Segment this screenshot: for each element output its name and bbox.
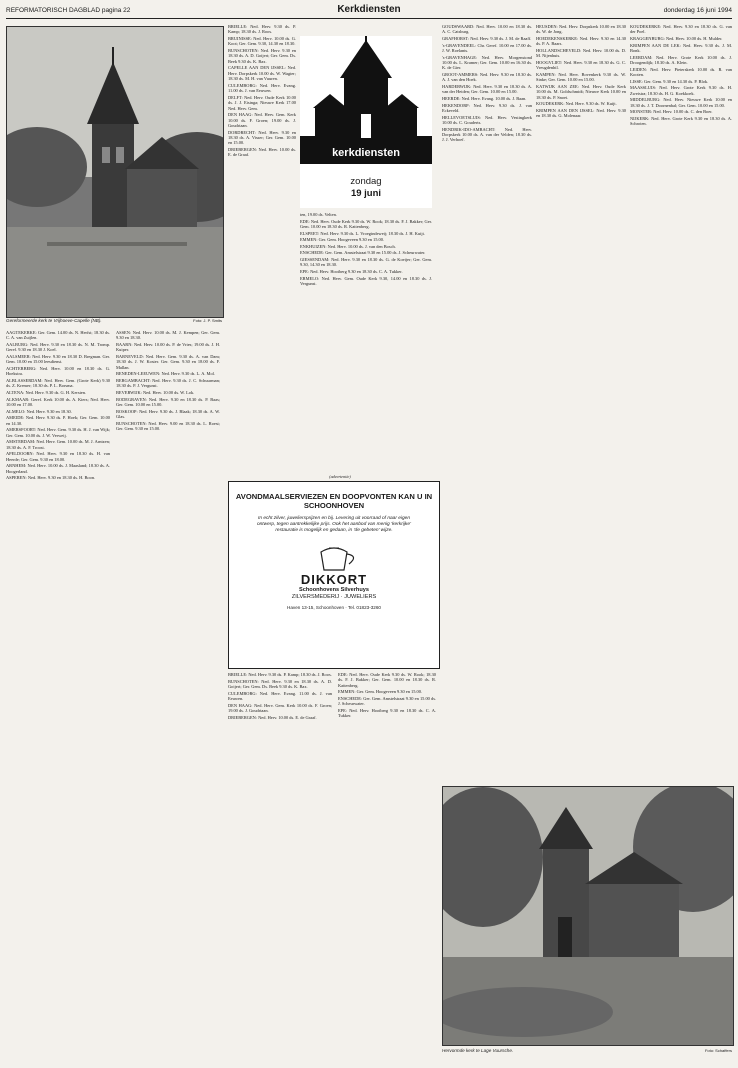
masthead-section-title: Kerkdiensten <box>337 4 401 15</box>
listing-entry: APELDOORN: Ned. Herv. 9.30 en 18.30 ds. H. van Heerde; Ger. Gem. 9.30 en 18.00. <box>6 451 110 462</box>
listing-entry: ENSCHEDE: Ger. Gem. Amstelstraat 9.30 en 15.00 ds. J. Scheurwater. <box>338 696 436 707</box>
masthead <box>6 4 732 19</box>
masthead-date: donderdag 16 juni 1994 <box>663 7 732 14</box>
listing-entry: CAPELLE AAN DEN IJSSEL: Ned. Herv. Dorpskerk 10.00 ds. W. Wagter; 18.30 ds. M. H. van Vuuren. <box>228 65 296 82</box>
column-4 <box>442 24 532 604</box>
ad-brand: DIKKORT <box>300 572 368 587</box>
listing-entry: BRUINISSE: Ned. Herv. 10.00 ds. G. Koot; Ger. Gem. 9.30, 14.30 en 18.30. <box>228 36 296 47</box>
listing-entry: BRIELLE: Ned. Herv. 9.30 ds. P. Kamp; 18.30 ds. J. Roos. <box>228 24 296 35</box>
listing-entry: ALMELO: Ned. Herv. 9.30 en 18.30. <box>6 408 72 414</box>
listing-entry: AMEIDE: Ned. Herv. 9.30 ds. P. Hoek; Ger. Gem. 10.00 en 14.30. <box>6 415 110 426</box>
listing-entry: ASPEREN: Ned. Herv. 9.30 en 18.30 ds. H. Boon. <box>6 475 96 481</box>
listing-entry: HOOGVLIET: Ned. Herv. 9.30 en 18.30 ds. G. C. Vreugdenhil. <box>536 60 626 71</box>
silver-jug-icon <box>289 542 379 572</box>
column-4b <box>536 24 626 604</box>
listing-entry: DORDRECHT: Ned. Herv. 9.30 en 18.30 ds. A. Visser; Ger. Gem. 10.00 en 15.00. <box>228 129 296 146</box>
feature-title: kerkdiensten <box>332 147 400 159</box>
listing-entry: EDE: Ned. Herv. Oude Kerk 9.30 ds. W. Rook; 18.30 ds. F. J. Bakker; Ger. Gem. 10.00 en 18.30 ds. R. Kattenberg. <box>300 218 432 229</box>
listing-entry: EMMEN: Ger. Gem. Hoogeveen 9.30 en 15.00. <box>300 237 385 243</box>
listing-entry: KRIMPEN AAN DE LEK: Ned. Herv. 9.30 ds. J. M. Bonk. <box>630 42 732 53</box>
listing-entry: AALBURG: Ned. Herv. 9.30 en 18.30 ds. N. M. Tromp. Geref. 9.30 en 18.30 J. Koel. <box>6 342 110 353</box>
listing-entry: BERGAMBACHT: Ned. Herv. 9.30 ds. J. C. Schuurman; 18.30 ds. P. J. Vergunst. <box>116 378 220 389</box>
church-photo-vrijhoeve <box>6 26 224 318</box>
listing-entry: HOLLANDSCHEVELD: Ned. Herv. 10.00 ds. D. M. Nijenhuis. <box>536 48 626 59</box>
listing-entry: BARNEVELD: Ned. Herv. Gem. 9.30 ds. A. van Dam; 18.30 ds. J. W. Koster. Ger. Gem. 9.30 en 18.00 ds. F. Mallan. <box>116 354 220 370</box>
listing-entry: DELFT: Ned. Herv. Oude Kerk 10.00 ds. J. J. Eisinga; Nieuwe Kerk 17.00 Ned. Herv. Gem. <box>228 94 296 111</box>
kerkdiensten-feature <box>300 36 432 208</box>
listing-entry: GIESSENDAM: Ned. Herv. 9.30 en 18.30 ds. G. de Koeijer; Ger. Gem. 9.30, 14.30 en 18.30. <box>300 256 432 268</box>
church-illustration-2 <box>443 787 733 1045</box>
listing-entry: EMMEN: Ger. Gem. Hoogeveen 9.30 en 15.00. <box>338 689 423 695</box>
ad-address: Haven 13-15, Schoonhoven · Tel. 01823-3260 <box>287 605 381 610</box>
listing-entry: EPE: Ned. Herv. Hooiberg 9.30 en 18.30 ds. C. A. Tukker. <box>338 708 436 719</box>
listing-entry: HENDRIK-IDO-AMBACHT: Ned. Herv. Dorpskerk 10.00 ds. A. van der Velden; 18.30 ds. J. J. Verhoef. <box>442 126 532 143</box>
listing-entry: BAARN: Ned. Herv. 10.00 ds. P. de Vries; 19.00 ds. J. H. Kuiper. <box>116 342 220 353</box>
listing-entry: LEIDEN: Ned. Herv. Pieterskerk 10.00 ds. R. van Kooten. <box>630 66 732 77</box>
listing-entry: BUNSCHOTEN: Ned. Herv. 9.30 en 18.30 ds. A. D. Goijert; Ger. Gem. Ds. Beek 9.30 ds. K. Bax. <box>228 678 332 689</box>
listing-entry: ten, 19.00 ds. Velten. <box>300 212 337 217</box>
listing-entry: BOSKOOP: Ned. Herv. 9.30 ds. J. Blaak; 18.30 ds. A. W. Glas. <box>116 408 220 419</box>
listing-entry: 's-GRAVENDEEL: Chr. Geref. 10.00 en 17.00 ds. J. W. Roelants. <box>442 42 532 53</box>
advertisement-label: (advertentie) <box>329 474 351 479</box>
listing-entry: ACHTERBERG: Ned. Herv. 10.00 en 18.30 ds. G. Hoekstra. <box>6 366 110 377</box>
column-3d <box>338 672 436 1060</box>
church-illustration <box>7 27 223 317</box>
listing-entry: ELSPEET: Ned. Herv. 9.30 ds. L. Vroegindeweij; 18.30 ds. J. H. Kuijt. <box>300 230 425 236</box>
listing-entry: HEUSDEN: Ned. Herv. Dorpskerk 10.00 en 18.30 ds. W. de Jong. <box>536 24 626 35</box>
listing-entry: DEN HAAG: Ned. Herv. Gem. Kerk 10.00 ds. F. Groen; 19.00 ds. J. Goudriaan. <box>228 112 296 129</box>
church-photo-lage-vuursche <box>442 786 734 1046</box>
listing-entry: ARNHEM: Ned. Herv. 10.00 ds. J. Maasland; 18.30 ds. A. Hoogerland. <box>6 463 110 474</box>
listing-entry: BEVERWIJK: Ned. Herv. 10.00 ds. W. Lok. <box>116 390 195 395</box>
listing-entry: LISSE: Ger. Gem. 9.30 en 14.30 ds. P. Blok. <box>630 78 709 84</box>
photo2-caption-text: Hervormde kerk te Lage Vuursche. <box>442 1048 514 1053</box>
photo1-caption-text: Gereformeerde kerk te Vrijhoeve-Capelle (NB). <box>6 318 102 323</box>
listing-entry: 's-GRAVENHAGE: Ned. Herv. Morgenstond 10.00 ds. L. Kramer; Ger. Gem. 10.00 en 16.30 ds. K. de Gier. <box>442 54 532 71</box>
column-2 <box>116 330 220 1060</box>
listing-entry: HEERDE: Ned. Herv. Evang. 10.00 ds. J. Baan. <box>442 96 527 101</box>
listing-entry: ENSCHEDE: Ger. Gem. Amstelstraat 9.30 en 15.00 ds. J. Scheurwater. <box>300 250 426 256</box>
listing-entry: HEKENDORP: Ned. Herv. 9.30 ds. J. van Eckeveld. <box>442 102 532 113</box>
column-3 <box>228 24 296 464</box>
listing-entry: AMERSFOORT: Ned. Herv. Gem. 9.30 ds. H. J. van Wijk; Ger. Gem. 10.00 ds. J. W. Verweij. <box>6 427 110 438</box>
listing-entry: AMSTERDAM: Ned. Herv. Gem. 10.00 ds. M. J. Arntzen; 18.30 ds. A. F. Troost. <box>6 439 110 450</box>
listing-entry: ALTENA: Ned. Herv. 9.30 ds. G. H. Kersten. <box>6 390 87 395</box>
listing-entry: MONSTER: Ned. Herv. 10.00 ds. C. den Boer. <box>630 109 713 115</box>
listing-entry: BENEDEN-LEEUWEN: Ned. Herv. 9.30 ds. L. A. Mol. <box>116 371 215 377</box>
listing-entry: ASSEN: Ned. Herv. 10.00 ds. M. J. Kempen; Ger. Gem. 9.30 en 18.30. <box>116 330 220 341</box>
listing-entry: BUNSCHOTEN: Ned. Herv. 9.30 en 18.30 ds. A. D. Goijert; Ger. Gem. Ds. Beek 9.30 ds. K. Bax. <box>228 48 296 64</box>
listing-entry: EDE: Ned. Herv. Oude Kerk 9.30 ds. W. Rook; 18.30 ds. F. J. Bakker; Ger. Gem. 10.00 en 18.30 ds. R. Kattenberg. <box>338 672 436 688</box>
listing-entry: AAGTEKERKE: Ger. Gem. 14.00 ds. N. Herfst; 18.30 ds. C. A. van Zuijlen. <box>6 330 110 341</box>
column-3b <box>300 212 432 468</box>
ad-logo <box>289 542 379 572</box>
listing-entry: KATWIJK AAN ZEE: Ned. Herv. Oude Kerk 10.00 ds. M. Goldschmidt; Nieuwe Kerk 10.00 en 18.30 ds. P. Snoei. <box>536 84 626 100</box>
listing-entry: BUNSCHOTEN: Ned. Herv. 9.00 en 18.30 ds. L. Roest; Ger. Gem. 9.30 en 15.00. <box>116 420 220 431</box>
masthead-paper: REFORMATORISCH DAGBLAD pagina 22 <box>6 7 131 14</box>
listing-entry: CULEMBORG: Ned. Herv. Evang. 11.00 ds. J. van Eeuwen. <box>228 690 332 701</box>
listing-entry: HARDERWIJK: Ned. Herv. 9.30 en 18.30 ds. A. van der Heiden; Ger. Gem. 10.00 en 15.00. <box>442 84 532 95</box>
listing-entry: ALBLASSERDAM: Ned. Herv. Gem. (Grote Kerk) 9.30 ds. Z. Kremer; 18.30 ds. P. L. Borsma. <box>6 378 110 389</box>
ad-subtitle-2: ZILVERSMEDERIJ · JUWELIERS <box>291 594 377 600</box>
listing-entry: ERMELO: Ned. Herv. Gem. Oude Kerk 9.30, 14.00 en 18.30 ds. J. Vergunst. <box>300 275 432 286</box>
listing-entry: DRIEBERGEN: Ned. Herv. 10.00 ds. E. de Graaf. <box>228 147 296 158</box>
listing-entry: ALKMAAR: Geref. Kerk 10.00 ds. A. Kiers; Ned. Herv. 10.00 en 17.00. <box>6 396 110 407</box>
listing-entry: KOUDEKERK: Ned. Herv. 9.30 ds. W. Kuijt. <box>536 101 617 107</box>
listing-entry: NIJKERK: Ned. Herv. Grote Kerk 9.30 en 18.30 ds. A. Schroten. <box>630 115 732 127</box>
feature-date: 19 juni <box>350 188 382 199</box>
listing-entry: BODEGRAVEN: Ned. Herv. 9.30 en 18.30 ds. P. Baas; Ger. Gem. 10.00 en 15.00. <box>116 396 220 407</box>
advertisement-box <box>228 481 440 669</box>
photo1-credit: Foto: J. P. Smits <box>193 318 222 323</box>
listing-entry: GOUDSWAARD: Ned. Herv. 10.00 en 18.30 ds. A. C. Catsburg. <box>442 24 532 35</box>
listing-entry: HOEDEKENSKERKE: Ned. Herv. 9.30 en 14.30 ds. P. A. Baars. <box>536 36 626 47</box>
listing-entry: KRIMPEN AAN DEN IJSSEL: Ned. Herv. 9.30 en 18.30 ds. G. Molenaar. <box>536 108 626 119</box>
listing-entry: KOUDEKERKE: Ned. Herv. 9.30 en 18.30 ds. G. van der Poel. <box>630 24 732 35</box>
photo2-caption <box>442 1048 732 1054</box>
listing-entry: HELLEVOETSLUIS: Ned. Herv. Vestingkerk 10.00 ds. C. Gouderts. <box>442 114 532 125</box>
listing-entry: AALSMEER: Ned. Herv. 9.30 en 18.30 D. Bregman. Ger. Gem. 10.00 en 15.00 leesdienst. <box>6 354 110 365</box>
column-3c <box>228 672 332 1060</box>
listing-entry: DEN HAAG: Ned. Herv. Gem. Kerk 10.00 ds. F. Groen; 19.00 ds. J. Goudriaan. <box>228 702 332 713</box>
feature-day: zondag <box>350 176 382 187</box>
listing-entry: ENKHUIZEN: Ned. Herv. 10.00 ds. J. van den Bosch. <box>300 243 396 249</box>
listing-entry: BRIELLE: Ned. Herv. 9.30 ds. P. Kamp; 18.30 ds. J. Roos. <box>228 672 332 677</box>
photo2-credit: Foto: Schaffers <box>704 1048 732 1053</box>
ad-headline: AVONDMAALSERVIEZEN EN DOOPVONTEN KAN U IN SCHOONHOVEN <box>235 492 433 510</box>
listing-entry: KAMPEN: Ned. Herv. Bovenkerk 9.30 ds. W. Sinke; Ger. Gem. 10.00 en 15.00. <box>536 72 626 83</box>
listing-entry: CULEMBORG: Ned. Herv. Evang. 11.00 ds. J. van Eeuwen. <box>228 82 296 94</box>
listing-entry: EPE: Ned. Herv. Hooiberg 9.30 en 18.30 ds. C. A. Tukker. <box>300 268 403 274</box>
listing-entry: LEERDAM: Ned. Herv. Grote Kerk 10.00 ds. J. Droogendijk; 18.30 ds. A. Klein. <box>630 54 732 65</box>
listing-entry: MAASSLUIS: Ned. Herv. Grote Kerk 9.30 ds. H. Zweistra; 18.30 ds. H. G. Koekkoek. <box>630 85 732 96</box>
column-1 <box>6 330 110 1060</box>
photo1-caption <box>6 318 222 324</box>
ad-subtitle: Schoonhovens Silverhuys <box>299 587 369 593</box>
listing-entry: KRAGGENBURG: Ned. Herv. 10.00 ds. H. Mulder. <box>630 36 723 41</box>
listing-entry: DRIEBERGEN: Ned. Herv. 10.00 ds. E. de Graaf. <box>228 714 317 720</box>
listing-entry: GRAFHORST: Ned. Herv. 9.30 ds. J. M. de Raaff. <box>442 36 532 41</box>
ad-body: In echt zilver, juweliersprijzen en bij. Levering uit voorraad of naar eigen ontwerp, tegen aantrekkelijke prijs. Ook het aanbod van menig ‘kerkrijke’ restauratie is mogelijk en gedaan, in ‘de gebeten’ wijze. <box>256 516 412 533</box>
listing-entry: GROOT-AMMERS: Ned. Herv. 9.30 en 18.30 ds. A. J. van den Hoek. <box>442 72 532 83</box>
listing-entry: MIDDELBURG: Ned. Herv. Nieuwe Kerk 10.00 en 18.30 ds. J. T. Doornenbal; Ger. Gem. 10.00 en 15.00. <box>630 97 732 108</box>
